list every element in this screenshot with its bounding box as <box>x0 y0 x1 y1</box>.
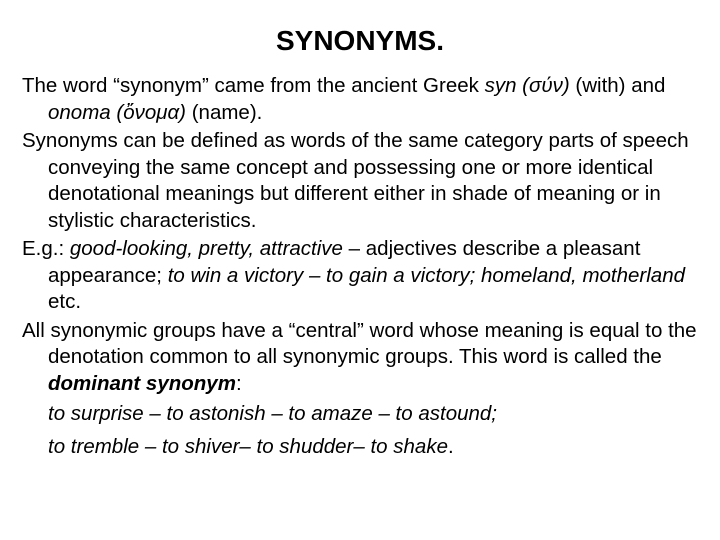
synonym-example-1-text: to surprise – to astonish – to amaze – to astound; <box>48 402 497 425</box>
etymology-text-a: The word “synonym” came from the ancient Greek <box>22 74 485 97</box>
etymology-text-c: (name). <box>186 100 263 124</box>
synonym-example-2 <box>22 432 712 462</box>
definition-paragraph: Synonyms can be defined as words of the same category parts of speech conveying the same concept and possessing one or more identical denotational meanings but different either in shade of meaning or in stylistic characteristics. <box>22 129 689 232</box>
slide-title: SYNONYMS. <box>275 25 445 56</box>
example-suffix: etc. <box>48 290 82 313</box>
slide-body <box>22 73 712 462</box>
example-prefix: E.g.: <box>22 237 70 260</box>
synonym-example-2-text: to tremble – to shiver– to shudder– to shake <box>48 435 448 458</box>
dominant-synonym-term: dominant synonym <box>48 371 236 395</box>
dominant-paragraph <box>22 318 712 398</box>
synonym-example-1 <box>22 399 712 429</box>
synonym-example-2-end: . <box>447 435 454 458</box>
greek-syn: syn (σύν) <box>484 74 570 97</box>
etymology-text-b: (with) and <box>569 74 666 97</box>
etymology-paragraph <box>22 73 712 126</box>
greek-onoma: onoma (ὄνομα) <box>48 100 187 124</box>
example-victory: to win a victory – to gain a victory; homeland, motherland <box>167 263 686 287</box>
dominant-text-b: : <box>235 371 242 395</box>
dominant-text-a: All synonymic groups have a “central” word whose meaning is equal to the denotation common to all synonymic groups. This word is called the <box>22 318 697 368</box>
example-adjectives: good-looking, pretty, attractive <box>69 237 343 260</box>
example-paragraph <box>22 236 712 316</box>
example-mid: – adjectives describe a pleasant appearance; <box>48 237 641 287</box>
